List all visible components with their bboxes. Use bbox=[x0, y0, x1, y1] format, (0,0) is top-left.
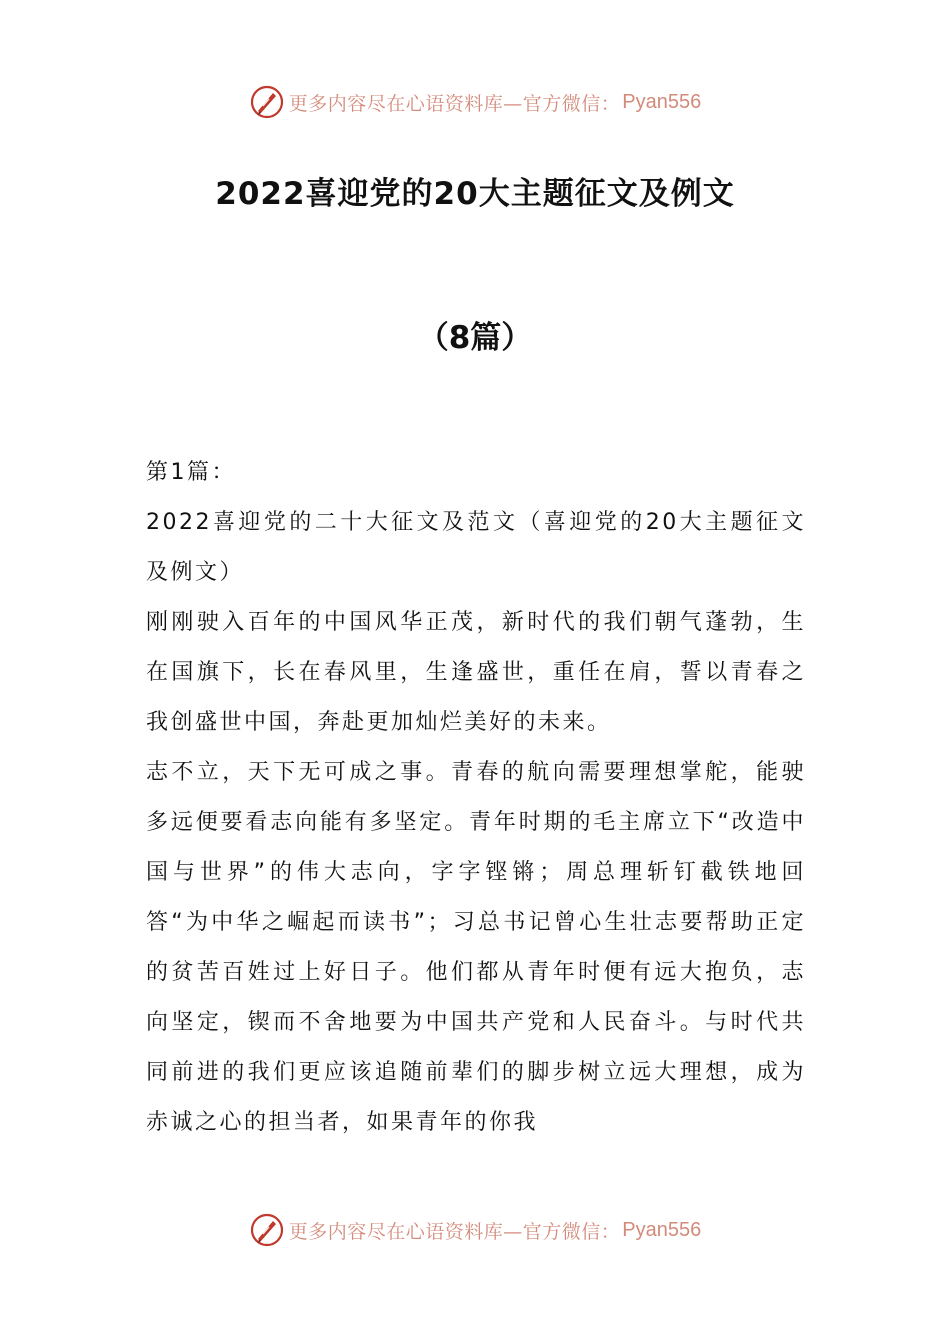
section-label: 第1篇： bbox=[146, 460, 236, 485]
watermark-wechat-id: Pyan556 bbox=[622, 1218, 702, 1241]
paragraph: 志不立，天下无可成之事。青春的航向需要理想掌舵，能驶多远便要看志向能有多坚定。青年时期的毛主席立下“改造中国与世界”的伟大志向，字字铿锵；周总理斩钉截铁地回答“为中华之崛起而读书”；习总书记曾心生壮志要帮助正定的贫苦百姓过上好日子。他们都从青年时便有远大抱负，志向坚定，锲而不舍地要为中国共产党和人民奋斗。与时代共同前进的我们更应该追随前辈们的脚步树立远大理想，成为赤诚之心的担当者，如果青年的你我 bbox=[146, 760, 806, 1135]
document-title: 2022喜迎党的20大主题征文及例文 bbox=[215, 176, 735, 212]
watermark-text: 更多内容尽在心语资料库—官方微信： bbox=[288, 92, 621, 115]
document-subtitle: （8篇） bbox=[417, 320, 533, 356]
quill-pen-logo-icon bbox=[249, 84, 285, 120]
watermark-text: 更多内容尽在心语资料库—官方微信： bbox=[288, 1220, 621, 1243]
header-watermark bbox=[0, 82, 950, 122]
footer-watermark bbox=[0, 1210, 950, 1250]
watermark-wechat-id: Pyan556 bbox=[622, 90, 702, 113]
quill-pen-logo-icon bbox=[249, 1212, 285, 1248]
paragraph: 刚刚驶入百年的中国风华正茂，新时代的我们朝气蓬勃，生在国旗下，长在春风里，生逢盛世，重任在肩，誓以青春之我创盛世中国，奔赴更加灿烂美好的未来。 bbox=[146, 610, 806, 735]
article-title: 2022喜迎党的二十大征文及范文（喜迎党的20大主题征文及例文） bbox=[146, 510, 806, 585]
document-body bbox=[146, 448, 806, 1148]
